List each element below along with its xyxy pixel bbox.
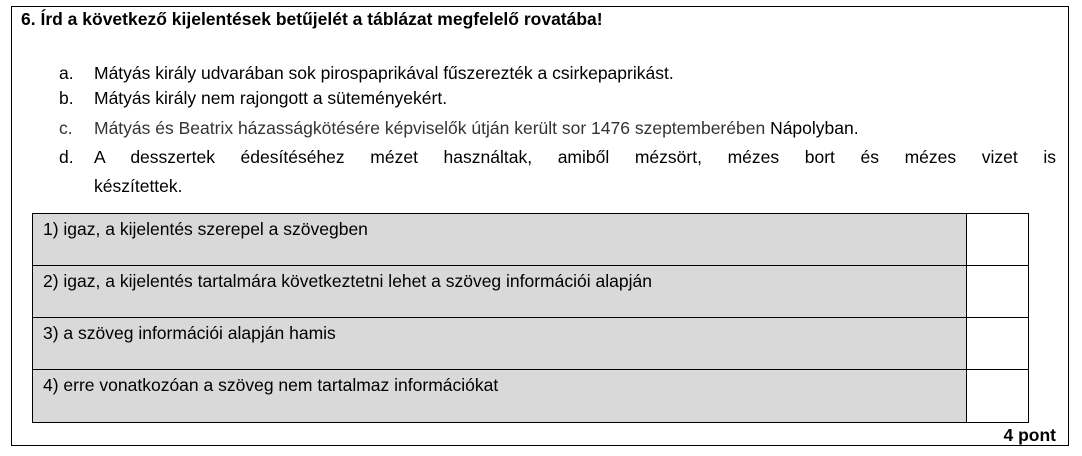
statement-letter: a. — [59, 63, 74, 83]
answer-cell-4[interactable] — [967, 370, 1029, 423]
answer-cell-3[interactable] — [967, 318, 1029, 370]
category-label: 2) igaz, a kijelentés tartalmára következtetni lehet a szöveg információi alapján — [33, 266, 967, 318]
category-label: 3) a szöveg információi alapján hamis — [33, 318, 967, 370]
statement-d-line1: A desszertek édesítéséhez mézet használtak, amiből mézsört, mézes bort és mézes vizet is — [94, 147, 1056, 167]
statement-letter: c. — [59, 118, 73, 138]
answer-cell-2[interactable] — [967, 266, 1029, 318]
table-row — [33, 370, 1029, 423]
statement-text: Mátyás király nem rajongott a süteményekért. — [94, 88, 448, 108]
answer-cell-1[interactable] — [967, 214, 1029, 266]
statement-text-end: Nápolyban. — [770, 118, 859, 138]
points-label: 4 pont — [1003, 425, 1056, 445]
category-label: 4) erre vonatkozóan a szöveg nem tartalmaz információkat — [33, 370, 967, 423]
table-row — [33, 266, 1029, 318]
table-row — [33, 214, 1029, 266]
table-row — [33, 318, 1029, 370]
statement-d-line2: készítettek. — [94, 176, 183, 196]
statement-letter: d. — [59, 147, 74, 167]
statement-letter: b. — [59, 88, 74, 108]
category-label: 1) igaz, a kijelentés szerepel a szövegben — [33, 214, 967, 266]
answer-table — [32, 213, 1029, 423]
statement-text: Mátyás és Beatrix házasságkötésére képviselők útján került sor 1476 szeptemberében — [94, 118, 771, 138]
statement-text: Mátyás király udvarában sok pirospaprikával fűszerezték a csirkepaprikást. — [94, 63, 674, 83]
task-title: 6. Írd a következő kijelentések betűjelét a táblázat megfelelő rovatába! — [21, 9, 603, 29]
